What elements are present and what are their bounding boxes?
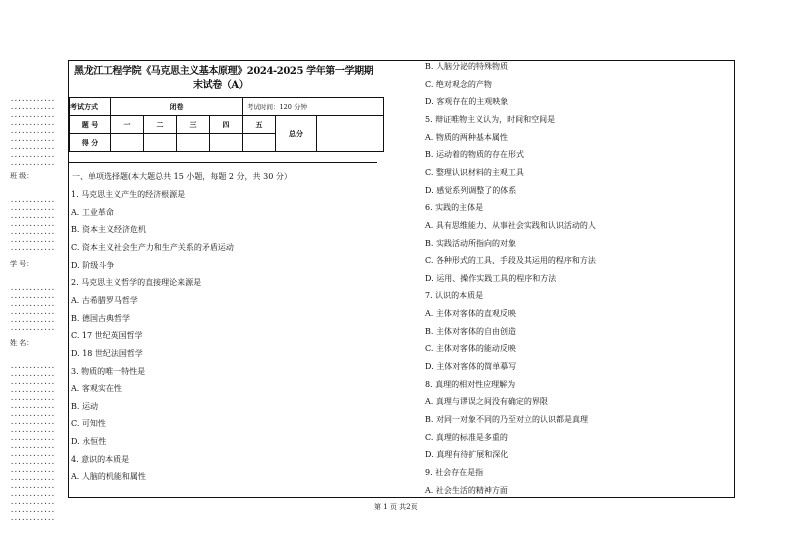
option-text: D. 永恒性 [71,437,107,447]
score-cell [210,134,243,152]
binding-dotted-line: ············ [10,206,55,214]
binding-dotted-line: ············ [10,412,55,420]
score-cell [243,134,276,152]
option-text: D. 阶级斗争 [71,260,115,270]
binding-dotted-line: ············ [10,310,55,318]
binding-dotted-line: ············ [10,396,55,404]
binding-dotted-line: ············ [10,153,55,161]
option-text: B. 运动 [71,401,98,411]
binding-dotted-line: ············ [10,326,55,334]
question-text: 3. 物质的唯一特性是 [71,366,146,376]
binding-dotted-line: ············ [10,436,55,444]
option-text: C. 可知性 [71,419,106,429]
binding-dotted-line: ············ [10,452,55,460]
score-cell [177,134,210,152]
binding-dotted-line: ············ [10,388,55,396]
question-text: 8. 真理的相对性应理解为 [425,379,516,389]
option-text: B. 资本主义经济危机 [71,225,146,235]
binding-dotted-line: ············ [10,230,55,238]
binding-dotted-line: ············ [10,484,55,492]
option-text: A. 主体对客体的直观反映 [425,309,516,319]
option-text: A. 物质的两种基本属性 [425,132,508,142]
option-text: A. 社会生活的精神方面 [425,485,508,495]
option-text: A. 客观实在性 [71,384,122,394]
option-text: D. 感觉系列调整了的体系 [425,185,517,195]
option-text: C. 资本主义社会生产力和生产关系的矛盾运动 [71,242,234,252]
binding-dotted-line: ············ [10,468,55,476]
option-text: D. 主体对客体的简单摹写 [425,362,517,372]
binding-dotted-line: ············ [10,286,55,294]
binding-dotted-line: ············ [10,420,55,428]
option-text: D. 真理有待扩展和深化 [425,450,509,460]
binding-dotted-line: ············ [10,246,55,254]
binding-dotted-line: ············ [10,318,55,326]
exam-title-line1: 黑龙江工程学院《马克思主义基本原理》2024-2025 学年第一学期期 [74,66,374,77]
option-text: D. 客观存在的主观映象 [425,97,509,107]
option-text: A. 工业革命 [71,207,114,217]
class-label: 班 级： [10,172,34,180]
exam-title-line2: 末试卷（A） [193,80,249,91]
exam-mode-label: 考试方式 [70,98,111,116]
binding-dotted-line: ············ [10,364,55,372]
question-number-label: 题 号 [70,116,111,134]
option-text: C. 真理的标准是多重的 [425,432,508,442]
column-1: 一 [111,116,144,134]
option-text: C. 17 世纪英国哲学 [71,331,143,341]
option-text: C. 绝对观念的产物 [425,79,492,89]
binding-dotted-line: ············ [10,161,55,169]
total-score-cell [317,116,384,152]
option-text: C. 主体对客体的能动反映 [425,344,516,354]
binding-dotted-line: ············ [10,294,55,302]
binding-dotted-line: ············ [10,500,55,508]
binding-dotted-line: ············ [10,137,55,145]
question-text: 6. 实践的主体是 [425,203,484,213]
score-cell [111,134,144,152]
page-footer: 第 1 页 共2页 [374,503,418,511]
total-label: 总分 [276,116,317,152]
column-5: 五 [243,116,276,134]
score-cell [144,134,177,152]
question-text: 9. 社会存在是指 [425,467,484,477]
option-text: A. 人脑的机能和属性 [71,472,146,482]
option-text: B. 德国古典哲学 [71,313,130,323]
binding-dotted-line: ············ [10,372,55,380]
binding-dotted-line: ············ [10,404,55,412]
binding-dotted-line: ············ [10,129,55,137]
column-2: 二 [144,116,177,134]
question-text: 2. 马克思主义哲学的直接理论来源是 [71,278,202,288]
column-3: 三 [177,116,210,134]
option-text: C. 整理认识材料的主观工具 [425,167,524,177]
binding-dotted-line: ············ [10,121,55,129]
binding-dotted-line: ············ [10,198,55,206]
binding-dotted-line: ············ [10,214,55,222]
question-text: 7. 认识的本质是 [425,291,484,301]
score-table [69,97,384,152]
option-text: D. 18 世纪法国哲学 [71,348,143,358]
binding-dotted-line: ············ [10,508,55,516]
option-text: B. 人脑分泌的特殊物质 [425,62,508,71]
score-label: 得 分 [70,134,111,152]
question-text: 1. 马克思主义产生的经济根源是 [71,190,186,199]
option-text: B. 对同一对象不同的乃至对立的认识都是真理 [425,415,588,424]
binding-dotted-line: ············ [10,238,55,246]
binding-dotted-line: ············ [10,113,55,121]
binding-dotted-line: ············ [10,516,55,524]
option-text: B. 实践活动所指向的对象 [425,238,516,248]
binding-dotted-line: ············ [10,105,55,113]
binding-dotted-line: ············ [10,492,55,500]
question-text: 5. 辩证唯物主义认为，时间和空间是 [425,114,556,124]
student-id-label: 学 号： [10,260,34,268]
binding-dotted-line: ············ [10,476,55,484]
section-heading: 一、单项选择题(本大题总共 15 小题，每题 2 分，共 30 分） [72,172,292,181]
binding-dotted-line: ············ [10,97,55,105]
option-text: A. 真理与谬误之间没有确定的界限 [425,397,548,407]
option-text: A. 古希腊罗马哲学 [71,295,138,305]
binding-dotted-line: ············ [10,460,55,468]
binding-dotted-line: ············ [10,444,55,452]
column-4: 四 [210,116,243,134]
name-label: 姓 名： [10,339,34,347]
option-text: B. 运动着的物质的存在形式 [425,150,524,160]
exam-time: 考试时间：120 分钟 [243,98,384,116]
option-text: A. 具有思维能力、从事社会实践和认识活动的人 [425,220,596,230]
binding-dotted-line: ············ [10,145,55,153]
binding-dotted-line: ············ [10,428,55,436]
question-text: 4. 意识的本质是 [71,454,130,464]
exam-mode: 闭卷 [111,98,243,116]
binding-dotted-line: ············ [10,302,55,310]
option-text: B. 主体对客体的自由创造 [425,326,516,336]
divider [69,162,377,163]
binding-dotted-line: ············ [10,222,55,230]
option-text: D. 运用、操作实践工具的程序和方法 [425,273,557,283]
binding-dotted-line: ············ [10,380,55,388]
option-text: C. 各种形式的工具、手段及其运用的程序和方法 [425,256,596,266]
